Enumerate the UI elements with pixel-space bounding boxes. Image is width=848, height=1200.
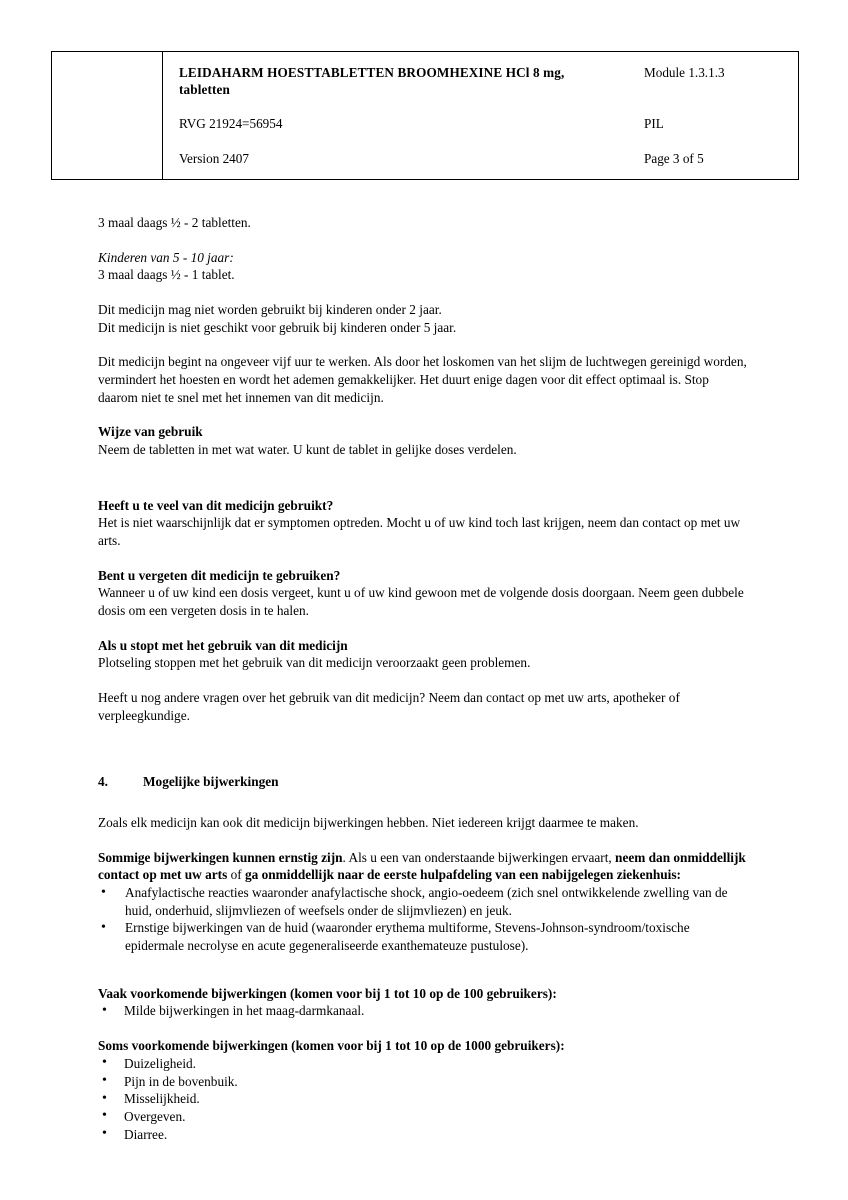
warning-under-2-years: Dit medicijn mag niet worden gebruikt bij kinderen onder 2 jaar. [98,302,442,318]
warning-under-5-years: Dit medicijn is niet geschikt voor gebruik bij kinderen onder 5 jaar. [98,319,457,335]
serious-bold-contact-doctor: neem dan onmiddellijk contact op met uw arts [98,849,746,883]
header-logo-cell [52,52,163,179]
heading-overdose: Heeft u te veel van dit medicijn gebruikt? [98,497,334,513]
heading-common-side-effects: Vaak voorkomende bijwerkingen (komen voor bij 1 tot 10 op de 100 gebruikers): [98,985,557,1001]
product-title-line2: tabletten [179,81,230,97]
list-item-label: Milde bijwerkingen in het maag-darmkanaal. [124,1003,365,1019]
serious-side-effects-list [98,884,751,955]
header-version: Version 2407 [179,150,249,166]
spacer [98,762,751,773]
stopping-use-text: Plotseling stoppen met het gebruik van dit medicijn veroorzaakt geen problemen. [98,655,531,671]
serious-bold-emergency: ga onmiddellijk naar de eerste hulpafdeling van een nabijgelegen ziekenhuis: [244,867,681,883]
document-body [98,214,751,1143]
bullet-icon: • [102,1073,107,1088]
heading-wijze-van-gebruik: Wijze van gebruik [98,424,203,440]
product-title-line1: LEIDAHARM HOESTTABLETTEN BROOMHEXINE HCl 8 mg, [179,65,565,80]
list-item-label: Ernstige bijwerkingen van de huid (waaronder erythema multiforme, Stevens-Johnson-syndroom/toxische epidermale necrolyse en acute gegeneraliseerde exanthemateuze pustulose). [125,920,690,954]
spacer [98,284,751,301]
header-module-number: Module 1.3.1.3 [644,65,725,80]
header-row-rvg [179,116,788,133]
uncommon-side-effects-list [98,1055,751,1143]
list-item [98,919,751,954]
list-item [98,1090,751,1108]
side-effects-intro-text: Zoals elk medicijn kan ook dit medicijn bijwerkingen hebben. Niet iedereen krijgt daarmee te maken. [98,815,639,831]
children-age-label: Kinderen van 5 - 10 jaar: [98,249,234,265]
common-side-effects-list [98,1002,751,1020]
serious-bold-lead: Sommige bijwerkingen kunnen ernstig zijn [98,849,343,865]
header-rvg-number: RVG 21924=56954 [179,116,283,132]
section-number-4: 4. [98,774,108,790]
usage-instructions-text: Neem de tabletten in met wat water. U kunt de tablet in gelijke doses verdelen. [98,442,517,458]
missed-dose-text: Wanneer u of uw kind een dosis vergeet, kunt u of uw kind gewoon met de volgende dosis doorgaan. Neem geen dubbele dosis om een vergeten dosis in te halen. [98,585,744,619]
further-questions-text: Heeft u nog andere vragen over het gebruik van dit medicijn? Neem dan contact op met uw arts, apotheker of verpleegkundige. [98,690,680,723]
spacer [98,336,751,353]
spacer [98,406,751,423]
spacer [98,620,751,637]
spacer [98,955,751,985]
list-item-label: Overgeven. [124,1108,186,1124]
onset-of-action-paragraph: Dit medicijn begint na ongeveer vijf uur te werken. Als door het loskomen van het slijm de luchtwegen gereinigd worden, vermindert het hoesten en wordt het ademen gemakkelijker. Het duurt enige dagen voor dit effect optimaal is. Stop daarom niet te snel met het innemen van dit medicijn. [98,354,747,405]
header-doc-type: PIL [644,116,664,132]
list-item-label: Misselijkheid. [124,1091,200,1107]
bullet-icon: • [102,1055,107,1071]
section-heading-4 [98,773,751,791]
list-item-label: Diarree. [124,1126,168,1142]
spacer [98,724,751,762]
list-item-label: Duizeligheid. [124,1055,197,1071]
serious-side-effects-paragraph [98,849,751,884]
bullet-icon: • [101,884,106,900]
list-item [98,1055,751,1073]
spacer [98,459,751,497]
header-rows [163,52,798,179]
spacer [98,791,751,814]
spacer [98,832,751,849]
list-item [98,1073,751,1091]
list-item [98,1126,751,1144]
spacer [98,1020,751,1037]
serious-plain-2: of [227,867,245,883]
children-dose-text: 3 maal daags ½ - 1 tablet. [98,267,235,283]
serious-plain-1: . Als u een van onderstaande bijwerkingen ervaart, [342,849,616,865]
list-item [98,1002,751,1020]
bullet-icon: • [102,1090,107,1106]
spacer [98,672,751,689]
list-item [98,1108,751,1126]
header-page-number: Page 3 of 5 [644,150,704,166]
list-item [98,884,751,919]
bullet-icon: • [101,919,106,935]
spacer [98,232,751,249]
bullet-icon: • [102,1126,107,1142]
bullet-icon: • [102,1002,107,1018]
overdose-text: Het is niet waarschijnlijk dat er symptomen optreden. Mocht u of uw kind toch last krijgen, neem dan contact op met uw arts. [98,515,741,549]
bullet-icon: • [102,1108,107,1124]
section-title-4: Mogelijke bijwerkingen [143,774,279,790]
header-row-title [179,65,788,98]
heading-stopping-use: Als u stopt met het gebruik van dit medicijn [98,637,348,653]
dose-adult-text: 3 maal daags ½ - 2 tabletten. [98,215,251,230]
heading-uncommon-side-effects: Soms voorkomende bijwerkingen (komen voor bij 1 tot 10 op de 1000 gebruikers): [98,1038,565,1054]
header-row-version [179,151,788,168]
heading-missed-dose: Bent u vergeten dit medicijn te gebruiken? [98,567,341,583]
list-item-label: Anafylactische reacties waaronder anafylactische shock, angio-oedeem (zich snel ontwikkelende zwelling van de huid, onderhuid, slijmvliezen of weefsels onder de slijmvliezen) en jeuk. [125,885,728,918]
spacer [98,550,751,567]
document-header-table [51,51,799,180]
document-product-title [179,65,644,98]
list-item-label: Pijn in de bovenbuik. [124,1073,238,1089]
